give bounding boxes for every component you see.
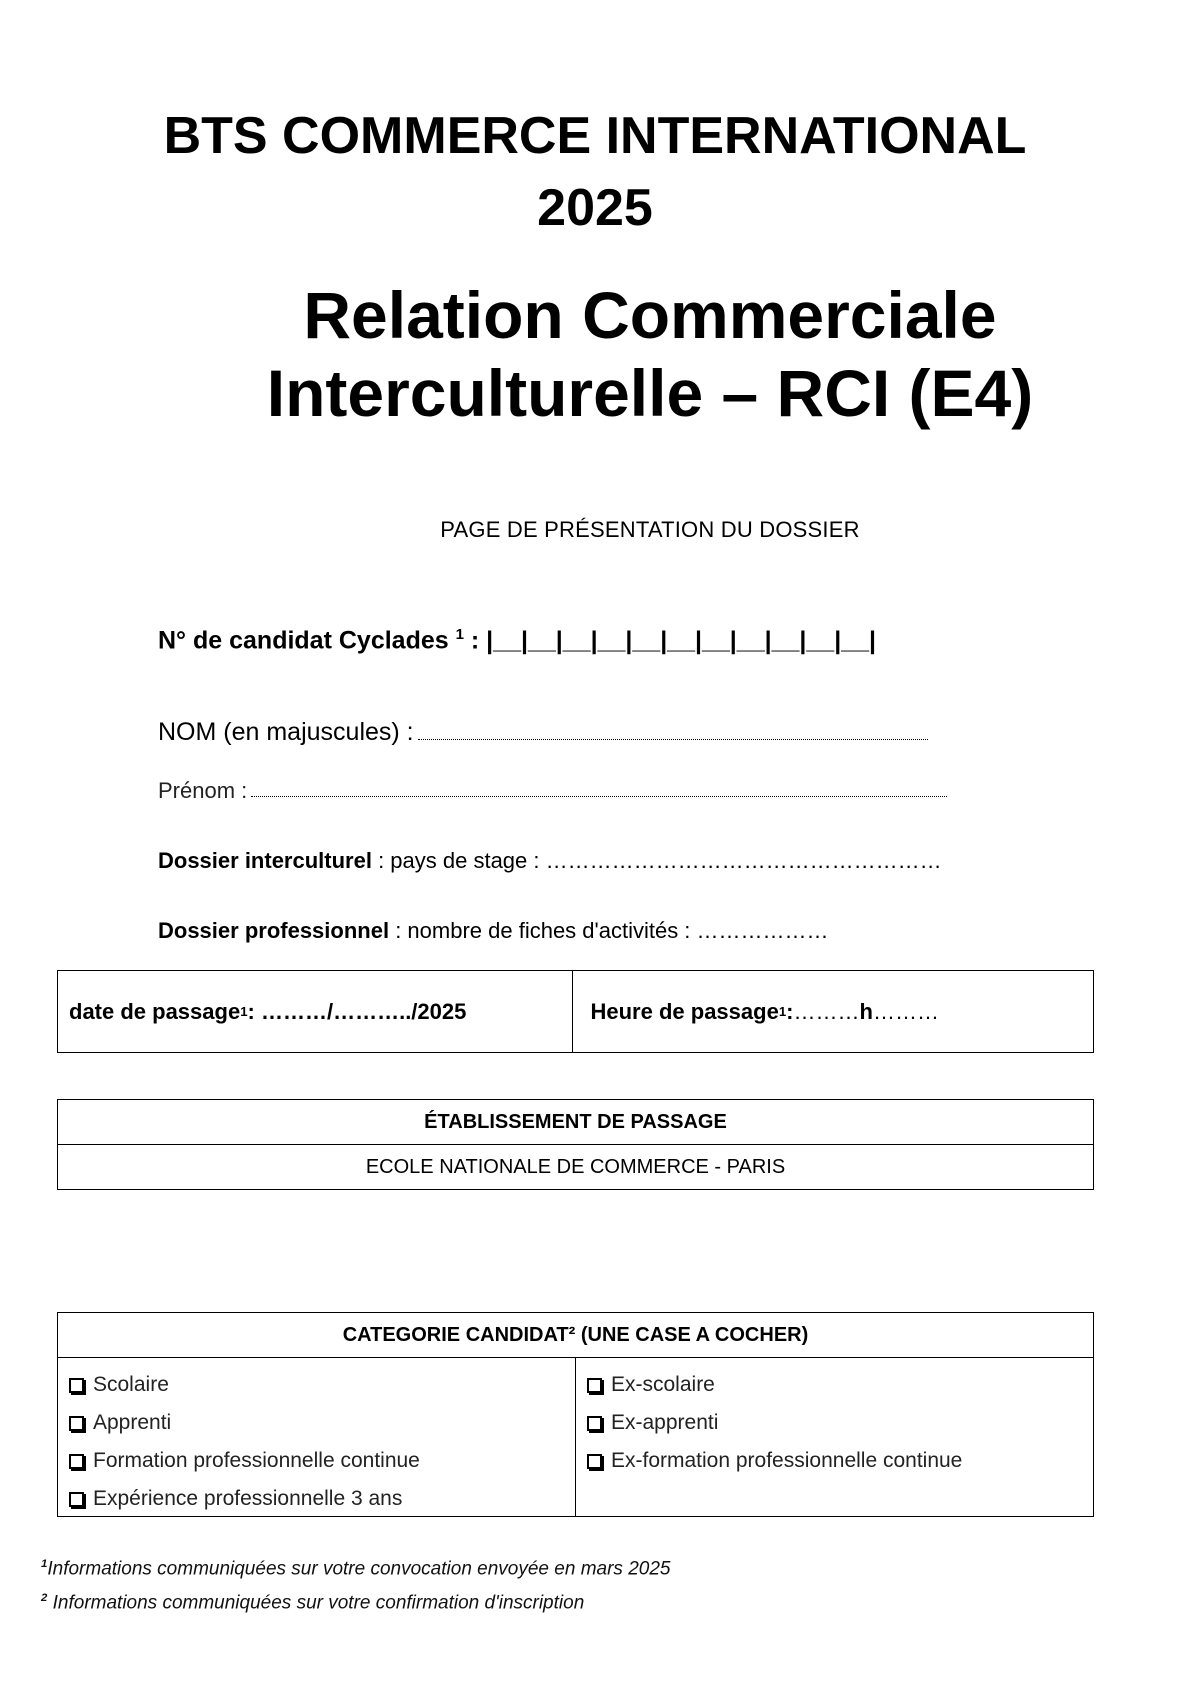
hour-footnote-ref: 1 xyxy=(778,1004,787,1019)
option-ex-formation-continue[interactable] xyxy=(587,1442,1093,1480)
nom-label: NOM (en majuscules) : xyxy=(158,718,414,746)
exam-year: 2025 xyxy=(537,179,653,237)
option-label: Scolaire xyxy=(93,1373,169,1396)
page-subtitle: PAGE DE PRÉSENTATION DU DOSSIER xyxy=(440,517,860,542)
nom-field[interactable] xyxy=(158,718,928,747)
categorie-header: CATEGORIE CANDIDAT² (UNE CASE A COCHER) xyxy=(58,1313,1093,1358)
candidate-number-label: N° de candidat Cyclades xyxy=(158,626,449,655)
option-label: Ex-scolaire xyxy=(611,1373,715,1396)
date-cell[interactable] xyxy=(58,971,572,1052)
option-experience-pro[interactable] xyxy=(69,1480,575,1518)
etablissement-value: ECOLE NATIONALE DE COMMERCE - PARIS xyxy=(58,1144,1093,1189)
checkbox-icon[interactable] xyxy=(587,1454,602,1469)
professional-field[interactable] xyxy=(158,918,829,944)
option-formation-continue[interactable] xyxy=(69,1442,575,1480)
exam-name: BTS COMMERCE INTERNATIONAL xyxy=(163,107,1027,165)
option-apprenti[interactable] xyxy=(69,1404,575,1442)
prenom-label: Prénom : xyxy=(158,778,248,803)
intercultural-label: Dossier interculturel xyxy=(158,848,372,873)
hour-h: h xyxy=(859,998,873,1024)
etablissement-header: ÉTABLISSEMENT DE PASSAGE xyxy=(424,1110,727,1133)
professional-label: Dossier professionnel xyxy=(158,918,390,943)
option-scolaire[interactable] xyxy=(69,1366,575,1404)
module-title-line2: Interculturelle – RCI (E4) xyxy=(266,356,1034,430)
etablissement-table xyxy=(57,1099,1094,1190)
intercultural-country: : pays de stage : ……………………………………………… xyxy=(371,848,942,873)
footnote-1-marker: 1 xyxy=(41,1558,48,1570)
option-label: Expérience professionnelle 3 ans xyxy=(93,1487,403,1510)
checkbox-icon[interactable] xyxy=(69,1378,84,1393)
module-title xyxy=(160,276,1140,432)
footnote-2-marker: 2 xyxy=(41,1592,48,1604)
nom-dotted-line[interactable] xyxy=(418,738,928,740)
hour-cell[interactable] xyxy=(572,971,1094,1052)
date-value: : ………/………../2025 xyxy=(247,998,467,1024)
professional-count: : nombre de fiches d'activités : ……………… xyxy=(389,918,829,943)
candidate-number-boxes: : |__|__|__|__|__|__|__|__|__|__|__| xyxy=(470,626,876,655)
option-ex-apprenti[interactable] xyxy=(587,1404,1093,1442)
option-ex-scolaire[interactable] xyxy=(587,1366,1093,1404)
exam-header xyxy=(0,100,1200,244)
footnote-1-text: Informations communiquées sur votre convocation envoyée en mars 2025 xyxy=(47,1558,671,1580)
option-label: Ex-formation professionnelle continue xyxy=(611,1449,963,1472)
prenom-dotted-line[interactable] xyxy=(251,795,947,797)
date-footnote-ref: 1 xyxy=(240,1004,248,1019)
footnote-1 xyxy=(41,1558,670,1580)
footnote-2-text: Informations communiquées sur votre confirmation d'inscription xyxy=(47,1592,585,1614)
prenom-field[interactable] xyxy=(158,778,947,804)
date-label: date de passage xyxy=(69,998,241,1024)
candidate-number-field[interactable] xyxy=(158,626,876,655)
categorie-table xyxy=(57,1312,1094,1517)
footnote-2 xyxy=(41,1592,584,1614)
minute-dots: ……… xyxy=(872,998,939,1024)
hour-label: Heure de passage xyxy=(590,998,779,1024)
hour-dots: ……… xyxy=(793,998,860,1024)
checkbox-icon[interactable] xyxy=(69,1492,84,1507)
categorie-right-column xyxy=(575,1358,1093,1516)
categorie-left-column xyxy=(58,1358,575,1516)
checkbox-icon[interactable] xyxy=(69,1416,84,1431)
date-table xyxy=(57,970,1094,1053)
option-label: Formation professionnelle continue xyxy=(93,1449,420,1472)
intercultural-field[interactable] xyxy=(158,848,942,874)
checkbox-icon[interactable] xyxy=(587,1416,602,1431)
option-label: Ex-apprenti xyxy=(611,1411,719,1434)
checkbox-icon[interactable] xyxy=(587,1378,602,1393)
candidate-footnote-ref: 1 xyxy=(455,626,464,643)
option-label: Apprenti xyxy=(93,1411,172,1434)
hour-colon: : xyxy=(786,998,794,1024)
checkbox-icon[interactable] xyxy=(69,1454,84,1469)
module-title-line1: Relation Commerciale xyxy=(303,278,997,352)
